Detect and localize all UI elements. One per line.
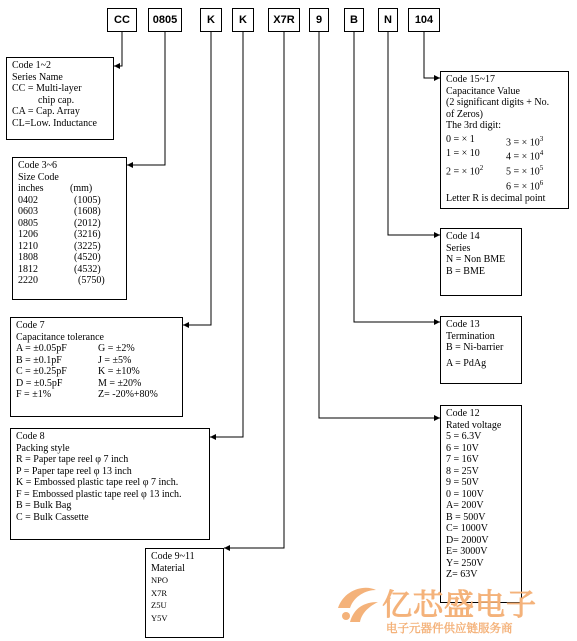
tolerance-right: G = ±2% bbox=[98, 343, 135, 354]
code-15-17-title: Code 15~17 bbox=[446, 74, 496, 85]
code-1-2-line: CA = Cap. Array bbox=[12, 106, 80, 117]
code-8-line: C = Bulk Cassette bbox=[16, 511, 89, 523]
watermark-logo-icon bbox=[330, 578, 386, 626]
watermark bbox=[330, 576, 577, 641]
code-15-17-line: of Zeros) bbox=[446, 108, 483, 120]
code-box-capacitance: 104 bbox=[408, 8, 440, 32]
voltage-item: 9 = 50V bbox=[446, 477, 479, 488]
code-13-line: Termination bbox=[446, 330, 495, 342]
size-mm: (1005) bbox=[74, 194, 101, 206]
code-8-box bbox=[10, 428, 210, 540]
code-1-2-line: chip cap. bbox=[38, 94, 75, 106]
size-header-mm: (mm) bbox=[70, 183, 93, 194]
code-14-title: Code 14 bbox=[446, 231, 480, 242]
tolerance-right: M = ±20% bbox=[98, 377, 142, 389]
code-7-box bbox=[10, 317, 183, 417]
multiplier: 5 = × $10^5$ bbox=[506, 164, 544, 178]
connector-code-7 bbox=[183, 32, 211, 325]
size-row bbox=[18, 241, 121, 253]
size-inches: 0805 bbox=[18, 217, 38, 229]
size-inches: 1812 bbox=[18, 263, 38, 275]
code-box-size: 0805 bbox=[148, 8, 182, 32]
multiplier: 1 = × 10 bbox=[446, 148, 480, 160]
arrowhead-code-8 bbox=[210, 434, 216, 440]
multiplier-row bbox=[446, 163, 563, 178]
code-12-box bbox=[440, 405, 522, 603]
connector-code-13 bbox=[354, 32, 440, 322]
connector-code-14 bbox=[388, 32, 440, 235]
size-header-row bbox=[18, 183, 121, 195]
material-item: X7R bbox=[151, 587, 168, 598]
code-8-title: Code 8 bbox=[16, 431, 45, 442]
tolerance-right: J = ±5% bbox=[98, 354, 132, 366]
tolerance-left: D = ±0.5pF bbox=[16, 377, 63, 389]
code-box-voltage: 9 bbox=[309, 8, 329, 32]
code-13-title: Code 13 bbox=[446, 319, 480, 330]
size-row bbox=[18, 229, 121, 241]
code-1-2-title: Code 1~2 bbox=[12, 60, 52, 71]
voltage-item: 5 = 6.3V bbox=[446, 431, 482, 442]
tolerance-left: B = ±0.1pF bbox=[16, 354, 62, 366]
size-inches: 2220 bbox=[18, 275, 38, 286]
tolerance-left: A = ±0.05pF bbox=[16, 343, 67, 354]
code-15-17-line: Capacitance Value bbox=[446, 85, 520, 97]
multiplier: 2 = × $10^2$ bbox=[446, 164, 484, 178]
voltage-item: 6 = 10V bbox=[446, 442, 479, 454]
connector-code-9-11 bbox=[224, 32, 284, 548]
code-3-6-title: Code 3~6 bbox=[18, 160, 58, 171]
arrowhead-code-7 bbox=[183, 322, 189, 328]
voltage-item: C= 1000V bbox=[446, 523, 489, 534]
size-row bbox=[18, 206, 121, 218]
size-mm: (3216) bbox=[74, 229, 101, 240]
code-15-17-line: The 3rd digit: bbox=[446, 120, 501, 131]
voltage-item: 8 = 25V bbox=[446, 465, 479, 477]
size-mm: (1608) bbox=[74, 206, 101, 217]
size-row bbox=[18, 195, 121, 207]
code-12-title: Code 12 bbox=[446, 408, 480, 419]
code-box-termination: B bbox=[344, 8, 364, 32]
voltage-item: Y= 250V bbox=[446, 557, 484, 569]
code-8-line: B = Bulk Bag bbox=[16, 500, 72, 511]
voltage-item: Z= 63V bbox=[446, 569, 478, 580]
size-mm: (3225) bbox=[74, 240, 101, 252]
voltage-item: A= 200V bbox=[446, 500, 484, 511]
connector-code-3-6 bbox=[127, 32, 165, 165]
code-15-17-line: (2 significant digits + No. bbox=[446, 97, 550, 108]
voltage-item: 0 = 100V bbox=[446, 488, 484, 500]
code-box-packing: K bbox=[232, 8, 254, 32]
material-item: Y5V bbox=[151, 612, 168, 623]
size-row bbox=[18, 252, 121, 264]
connector-code-8 bbox=[210, 32, 243, 437]
code-8-line: Packing style bbox=[16, 442, 70, 454]
tolerance-row bbox=[16, 355, 177, 367]
code-7-subtitle: Capacitance tolerance bbox=[16, 331, 104, 343]
code-14-line: Series bbox=[446, 242, 471, 254]
code-8-line: F = Embossed plastic tape reel φ 13 inch. bbox=[16, 488, 182, 500]
code-1-2-line: CC = Multi-layer bbox=[12, 83, 82, 94]
voltage-item: D= 2000V bbox=[446, 534, 489, 546]
size-mm: (2012) bbox=[74, 217, 101, 229]
tolerance-row bbox=[16, 389, 177, 401]
code-8-line: P = Paper tape reel φ 13 inch bbox=[16, 465, 132, 477]
code-14-line: N = Non BME bbox=[446, 254, 506, 265]
voltage-item: 7 = 16V bbox=[446, 454, 479, 465]
material-item: NPO bbox=[151, 575, 169, 585]
connector-code-12 bbox=[319, 32, 440, 418]
tolerance-row bbox=[16, 378, 177, 390]
connector-code-15-17 bbox=[424, 32, 440, 78]
code-13-line: A = PdAg bbox=[446, 357, 487, 369]
multiplier: 3 = × $10^3$ bbox=[506, 134, 544, 148]
arrowhead-code-9-11 bbox=[224, 545, 230, 551]
code-box-tolerance: K bbox=[200, 8, 222, 32]
code-box-series: CC bbox=[107, 8, 137, 32]
multiplier: 6 = × $10^6$ bbox=[506, 178, 544, 193]
code-8-line: R = Paper tape reel φ 7 inch bbox=[16, 454, 129, 465]
size-inches: 1210 bbox=[18, 240, 38, 252]
code-box-bme: N bbox=[378, 8, 398, 32]
size-inches: 0402 bbox=[18, 194, 38, 206]
code-1-2-line: CL=Low. Inductance bbox=[12, 117, 97, 129]
tolerance-row bbox=[16, 366, 177, 378]
size-row bbox=[18, 264, 121, 276]
watermark-name: 亿芯盛电子 bbox=[382, 588, 537, 623]
code-9-11-line: Material bbox=[151, 562, 185, 574]
code-9-11-box bbox=[145, 548, 224, 638]
size-inches: 1808 bbox=[18, 252, 38, 263]
multiplier: 4 = × $10^4$ bbox=[506, 149, 544, 163]
size-row bbox=[18, 275, 121, 287]
arrowhead-code-3-6 bbox=[127, 162, 133, 168]
material-item: Z5U bbox=[151, 600, 167, 610]
watermark-subtitle: 电子元器件供应链服务商 bbox=[386, 621, 513, 635]
code-3-6-box bbox=[12, 157, 127, 300]
code-8-line: K = Embossed plastic tape reel φ 7 inch. bbox=[16, 477, 179, 488]
tolerance-row bbox=[16, 343, 177, 355]
size-mm: (5750) bbox=[78, 275, 105, 286]
voltage-item: B = 500V bbox=[446, 511, 486, 523]
tolerance-right: K = ±10% bbox=[98, 366, 140, 377]
tolerance-right: Z= -20%+80% bbox=[98, 389, 158, 400]
code-1-2-box bbox=[6, 57, 114, 140]
code-15-17-box bbox=[440, 71, 569, 209]
code-box-material: X7R bbox=[268, 8, 300, 32]
code-9-11-title: Code 9~11 bbox=[151, 551, 195, 562]
code-14-box bbox=[440, 228, 522, 296]
multiplier: 0 = × 1 bbox=[446, 133, 475, 145]
multiplier-row bbox=[446, 134, 563, 149]
code-7-title: Code 7 bbox=[16, 320, 45, 331]
code-15-17-footer: Letter R is decimal point bbox=[446, 192, 546, 204]
code-12-line: Rated voltage bbox=[446, 419, 502, 431]
multiplier-row bbox=[446, 148, 563, 163]
size-row bbox=[18, 218, 121, 230]
code-13-box bbox=[440, 316, 522, 384]
arrowhead-code-1-2 bbox=[114, 63, 120, 69]
code-14-line: B = BME bbox=[446, 265, 485, 277]
multiplier-row bbox=[446, 178, 563, 193]
code-13-line: B = Ni-barrier bbox=[446, 342, 504, 353]
tolerance-left: C = ±0.25pF bbox=[16, 366, 67, 377]
code-1-2-line: Series Name bbox=[12, 71, 63, 83]
code-3-6-subtitle: Size Code bbox=[18, 171, 59, 183]
size-inches: 1206 bbox=[18, 229, 38, 240]
size-mm: (4532) bbox=[74, 263, 101, 275]
connector-code-1-2 bbox=[114, 32, 122, 66]
voltage-item: E= 3000V bbox=[446, 546, 488, 557]
size-inches: 0603 bbox=[18, 206, 38, 217]
tolerance-left: F = ±1% bbox=[16, 389, 52, 400]
size-header-inches: inches bbox=[18, 183, 44, 194]
size-mm: (4520) bbox=[74, 252, 101, 263]
